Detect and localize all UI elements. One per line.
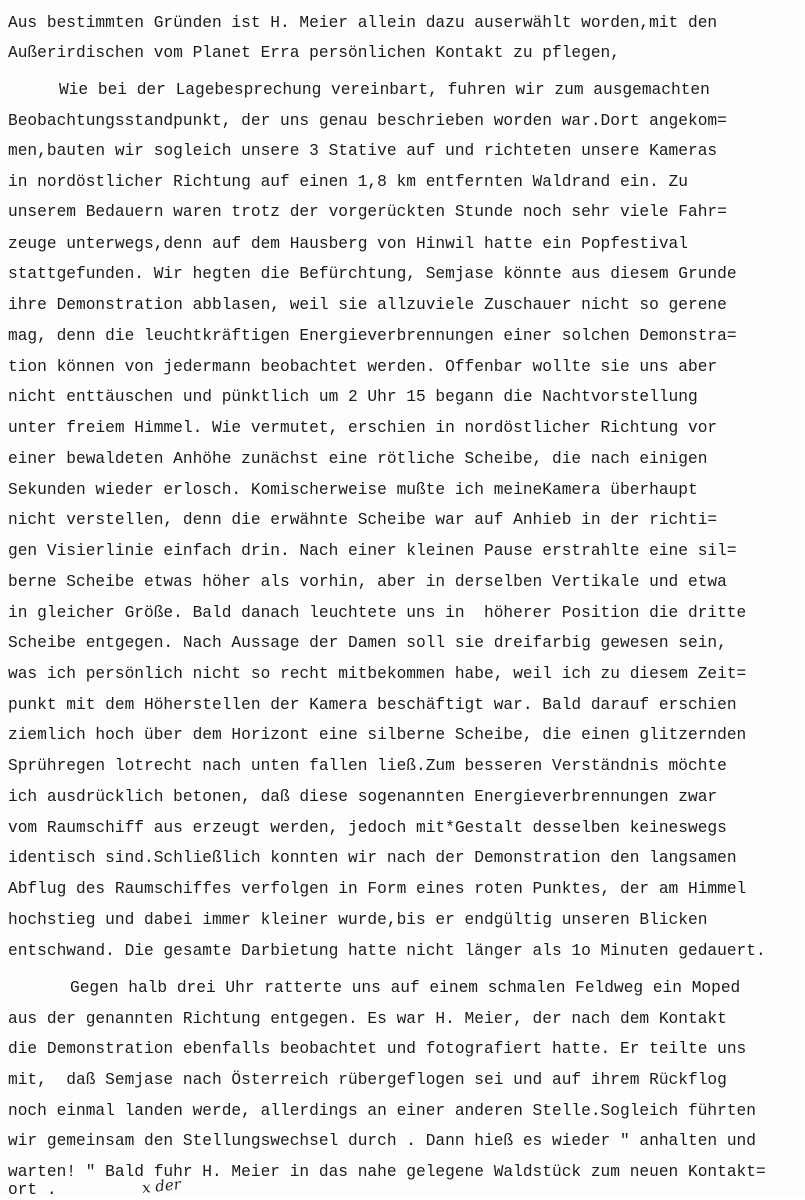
text-line: aus der genannten Richtung entgegen. Es war H. Meier, der nach dem Kontakt	[8, 1010, 727, 1028]
text-line: nicht enttäuschen und pünktlich um 2 Uhr 15 begann die Nachtvorstellung	[8, 388, 698, 406]
text-line: noch einmal landen werde, allerdings an einer anderen Stelle.Sogleich führten	[8, 1102, 756, 1120]
text-line: punkt mit dem Höherstellen der Kamera beschäftigt war. Bald darauf erschien	[8, 696, 737, 714]
text-line: ort .	[8, 1181, 57, 1199]
text-line: stattgefunden. Wir hegten die Befürchtung, Semjase könnte aus diesem Grunde	[8, 265, 737, 283]
text-line: ihre Demonstration abblasen, weil sie allzuviele Zuschauer nicht so gerene	[8, 296, 727, 314]
text-line: ziemlich hoch über dem Horizont eine silberne Scheibe, die einen glitzernden	[8, 726, 747, 744]
text-line: entschwand. Die gesamte Darbietung hatte nicht länger als 1o Minuten gedauert.	[8, 942, 766, 960]
text-line: Wie bei der Lagebesprechung vereinbart, fuhren wir zum ausgemachten	[59, 81, 710, 99]
text-line: Aus bestimmten Gründen ist H. Meier allein dazu auserwählt worden,mit den	[8, 14, 718, 32]
text-line: Abflug des Raumschiffes verfolgen in Form eines roten Punktes, der am Himmel	[8, 880, 747, 898]
text-line: die Demonstration ebenfalls beobachtet und fotografiert hatte. Er teilte uns	[8, 1040, 747, 1058]
text-line: mit, daß Semjase nach Österreich rübergeflogen sei und auf ihrem Rückflog	[8, 1071, 727, 1089]
text-line: Scheibe entgegen. Nach Aussage der Damen soll sie dreifarbig gewesen sein,	[8, 634, 727, 652]
text-line: gen Visierlinie einfach drin. Nach einer kleinen Pause erstrahlte eine sil=	[8, 542, 737, 560]
text-line: Sprühregen lotrecht nach unten fallen ließ.Zum besseren Verständnis möchte	[8, 757, 727, 775]
text-line: zeuge unterwegs,denn auf dem Hausberg von Hinwil hatte ein Popfestival	[8, 235, 688, 253]
text-line: ich ausdrücklich betonen, daß diese sogenannten Energieverbrennungen zwar	[8, 788, 718, 806]
text-line: in nordöstlicher Richtung auf einen 1,8 km entfernten Waldrand ein. Zu	[8, 173, 688, 191]
text-line: Sekunden wieder erlosch. Komischerweise mußte ich meineKamera überhaupt	[8, 481, 698, 499]
handwritten-annotation: x der	[141, 1175, 182, 1197]
text-line: einer bewaldeten Anhöhe zunächst eine rötliche Scheibe, die nach einigen	[8, 450, 708, 468]
text-line: identisch sind.Schließlich konnten wir nach der Demonstration den langsamen	[8, 849, 737, 867]
text-line: men,bauten wir sogleich unsere 3 Stative auf und richteten unsere Kameras	[8, 142, 718, 160]
text-line: was ich persönlich nicht so recht mitbekommen habe, weil ich zu diesem Zeit=	[8, 665, 747, 683]
text-line: hochstieg und dabei immer kleiner wurde,bis er endgültig unseren Blicken	[8, 911, 708, 929]
text-line: Beobachtungsstandpunkt, der uns genau beschrieben worden war.Dort angekom=	[8, 112, 727, 130]
text-line: unter freiem Himmel. Wie vermutet, erschien in nordöstlicher Richtung vor	[8, 419, 718, 437]
text-line: berne Scheibe etwas höher als vorhin, aber in derselben Vertikale und etwa	[8, 573, 727, 591]
text-line: Außerirdischen vom Planet Erra persönlichen Kontakt zu pflegen,	[8, 44, 620, 62]
text-line: vom Raumschiff aus erzeugt werden, jedoch mit*Gestalt desselben keineswegs	[8, 819, 727, 837]
text-line: warten! " Bald fuhr H. Meier in das nahe gelegene Waldstück zum neuen Kontakt=	[8, 1163, 766, 1181]
text-line: in gleicher Größe. Bald danach leuchtete uns in höherer Position die dritte	[8, 604, 747, 622]
text-line: tion können von jedermann beobachtet werden. Offenbar wollte sie uns aber	[8, 358, 718, 376]
text-line: wir gemeinsam den Stellungswechsel durch . Dann hieß es wieder " anhalten und	[8, 1132, 756, 1150]
text-line: unserem Bedauern waren trotz der vorgerückten Stunde noch sehr viele Fahr=	[8, 203, 727, 221]
text-line: Gegen halb drei Uhr ratterte uns auf einem schmalen Feldweg ein Moped	[70, 979, 741, 997]
text-line: nicht verstellen, denn die erwähnte Scheibe war auf Anhieb in der richti=	[8, 511, 718, 529]
text-line: mag, denn die leuchtkräftigen Energieverbrennungen einer solchen Demonstra=	[8, 327, 737, 345]
